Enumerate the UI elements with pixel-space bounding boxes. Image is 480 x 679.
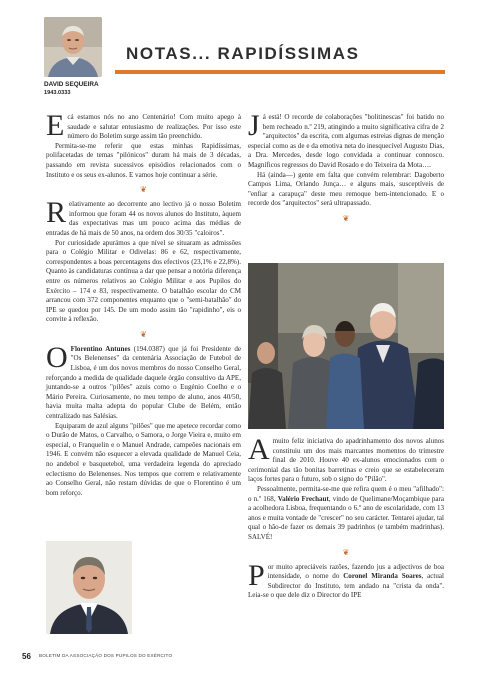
ornament-icon: ❦ — [342, 213, 350, 223]
title-underline — [115, 70, 445, 74]
paragraph: Equiparam de azul alguns "pilões" que me apetece recordar como o Durão de Matos, o Carvalho, o Samora, o Jorge Vieira e, muito em especial, o Franquelin e o Manuel Andrade, campeões nacionais em 1946. E convém não esquecer a elevada qualidade de Manuel Ceia, no andebol e basquetebol, uma verdadeira legenda do apreciado eclectismo do Belenenses. Nos tempos que correm e relativamente ao Conselho Geral, não restam dúvidas de que o Florentino é um bom reforço. — [46, 422, 241, 499]
drop-cap: P — [248, 558, 265, 592]
portrait-photo — [46, 541, 132, 634]
ornament-icon: ❦ — [342, 547, 350, 557]
ornament-icon: ❦ — [140, 185, 147, 195]
author-number: 1943.0333 — [44, 90, 71, 96]
paragraph: Ecá estamos nós no ano Centenário! Com muito apego à saudade e salutar entusiasmo de realizações. Por isso este número do Boletim surge assim tão preenchido. — [46, 109, 241, 142]
ornament-icon: ❦ — [140, 329, 147, 339]
page-number: 56 — [22, 652, 31, 661]
person-name: Valério Frechaut — [277, 494, 329, 503]
paragraph: A muito feliz iniciativa do apadrinhamento dos novos alunos constituiu um dos mais marcantes momentos do trimestre final de 2010. Houve 40 ex-alunos emocionados com o cerimonial das tão bonitas barretinas e creio que se estabeleceram laços fortes para o futuro, sob o signo do "Pilão". — [248, 433, 444, 484]
right-column-lower — [248, 433, 444, 601]
drop-cap: R — [46, 196, 67, 230]
right-column — [248, 109, 444, 229]
person-name: Coronel Miranda Soares — [343, 572, 422, 581]
publication-name: BOLETIM DA ASSOCIAÇÃO DOS PUPILOS DO EXÉRCITO — [39, 653, 173, 658]
drop-cap: O — [46, 340, 68, 374]
paragraph: Pessoalmente, permita-se-me que refira quem é o meu "afilhado": o n.º 168, Valério Frechaut, vindo de Quelimane/Moçambique para a acolhedora Lisboa, frequentando o 6.º ano de escolaridade, com 13 anos e muita vontade de "crescer" no seu carácter. Tentarei ajudar, tal qual o hão-de fazer os demais 39 padrinhos (e também madrinhas). SALVÉ! — [248, 484, 444, 541]
paragraph: Já está! O recorde de colaborações "bolitinescas" foi batido no bem recheado n.º 219, atingindo a muito significativa cifra de 2 "arquitectos" da escrita, com algumas estreias dignas de menção especial como as de e da emotiva neta do inesquecível Augusto Dias, a Dra. Mercedes, desde logo convidada a continuar connosco. Magníficos regressos do David Rosado e do Teixeira da Mota…. — [248, 109, 444, 169]
author-name: DAVID SEQUEIRA — [44, 81, 99, 88]
paragraph: Há (ainda—) gente em falta que convém relembrar: Dagoberto Campos Lima, Orlando Junça… e alguns mais, susceptíveis de "enfiar a carapuça" deste meu remoque bem-intencionado. E o recorde dos "arquitectos" será ultrapassado. — [248, 170, 444, 208]
paragraph: O Florentino Antunes (194.0387) que já foi Presidente de "Os Belenenses" da centenária Associação de Futebol de Lisboa, é um dos novos membros do nosso Conselho Geral, reforçando a medida de qualidade daquele órgão consultivo da APE, juntando-se a outros "pilões" azuis como o Eugénio Coelho e o Mário Pereira. Curiosamente, no meu tempo de aluno, anos 40/50, havia muita malta adepta do popular Clube de Belém, então centralizado nas Salésias. — [46, 340, 241, 421]
drop-cap: A — [248, 433, 270, 466]
paragraph: Permita-se-me referir que estas minhas Rapidíssimas, polifacetadas de temas "pilónicos" duram há mais de 3 décadas, passando em revista sucessivos episódios relacionados com o Instituto e os seus ex-alunos. E vamos hoje continuar a série. — [46, 141, 241, 179]
page-title: NOTAS... RAPIDÍSSIMAS — [126, 44, 360, 63]
paragraph: Relativamente ao decorrente ano lectivo já o nosso Boletim informou que foram 44 os novos alunos do Instituto, àquem das expectativas mas um pouco acima das médias de entradas de há mais de 50 anos, na ordem dos 30/35 "caloiros". — [46, 196, 241, 237]
group-photo — [248, 263, 444, 429]
drop-cap: J — [248, 109, 260, 142]
author-photo — [44, 17, 102, 77]
paragraph: Por muito apreciáveis razões, fazendo jus a adjectivos de boa intensidade, o nome do Coronel Miranda Soares, actual Subdirector do Instituto, tem andado na "crista da onda". Leia-se o que dele diz o Director do IPE — [248, 558, 444, 600]
person-name: Florentino Antunes — [70, 344, 131, 353]
drop-cap: E — [46, 109, 65, 142]
paragraph: Por curiosidade apurámos a que nível se situaram as admissões para o Colégio Militar e Odivelas: 86 e 62, respectivamente, correspondentes a boas percentagens dos efectivos (23,1% e 22,8%). Quanto às candidaturas contínua a dar que pensar a notória diferença entre os números relativos ao Colégio Militar e aos Pupilos do Exército – 174 e 83, respectivamente. O batalhão escolar do CM arrancou com 372 componentes enquanto que o "semi-batalhão" do IPE se quedou por 145. De um modo assim tão "rapidinho", eis o convite à reflexão. — [46, 238, 241, 324]
